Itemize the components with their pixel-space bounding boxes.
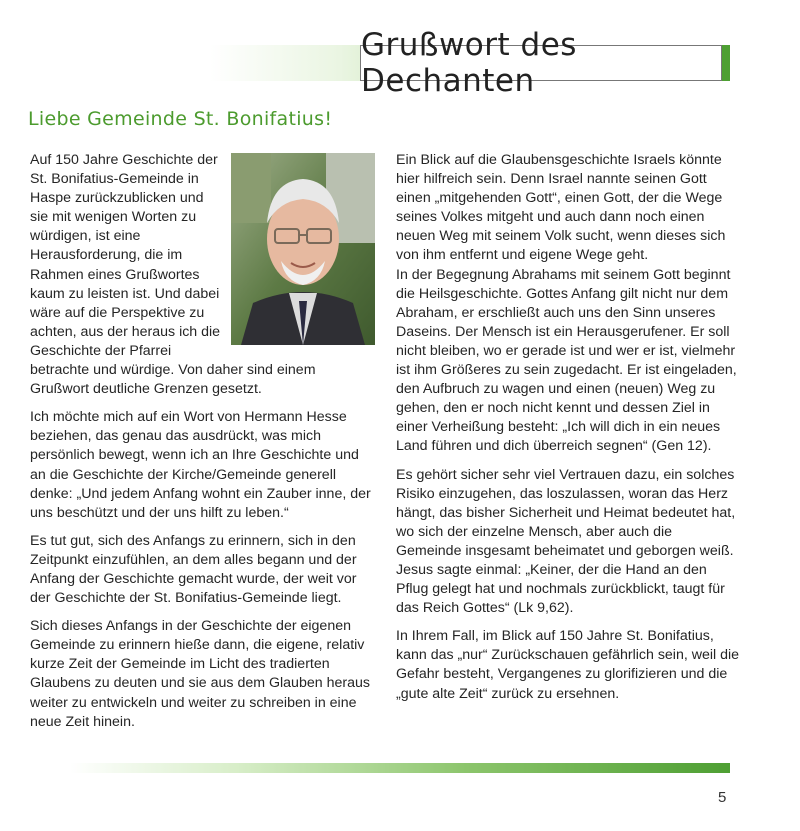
greeting-heading: Liebe Gemeinde St. Bonifatius! [28,108,333,130]
right-paragraph-5: In Ihrem Fall, im Blick auf 150 Jahre St. Bonifatius, kann das „nur“ Zurückschauen gefährlich sein, weil die Gefahr besteht, Vergangenes zu glorifizieren und die „gute alte Zeit“ zurück zu ersehnen. [396,628,740,702]
left-paragraph-2: Ich möchte mich auf ein Wort von Hermann Hesse beziehen, das genau das ausdrückt, was mich persönlich bewegt, wenn ich an Ihre Geschichte und an die Geschichte der Kirche/Gemeinde generell denke: „Und jedem Anfang wohnt ein Zauber inne, der uns beschützt und der uns hilft zu leben.“ [30,409,371,521]
right-column [396,151,741,713]
left-paragraph-3: Es tut gut, sich des Anfangs zu erinnern, sich in den Zeitpunkt einzufühlen, an dem alles begann und der Anfang der Geschichte gemacht wurde, der weit vor der Geschichte der St. Bonifatius-Gemeinde liegt. [30,532,357,607]
header-bar-cap [722,45,730,81]
footer-gradient-bar [70,763,730,773]
page-title: Grußwort des Dechanten [360,45,722,81]
left-paragraph-4: Sich dieses Anfangs in der Geschichte der eigenen Gemeinde zu erinnern hieße dann, die eigene, relativ kurze Zeit der Gemeinde im Licht des tradierten Glaubens zu deuten und sie aus dem Glauben heraus weiter zu entwickeln und weiter zu schreiben in eine neue Zeit hinein. [30,618,370,730]
page-number: 5 [718,789,727,806]
left-column [30,151,375,741]
dean-portrait-photo [231,153,375,345]
right-paragraph-4: Jesus sagte einmal: „Keiner, der die Hand an den Pflug gelegt hat und nochmals zurückblickt, taugt für das Reich Gottes“ (Lk 9,62). [396,561,725,617]
left-paragraph-1: Auf 150 Jahre Geschichte der St. Bonifatius-Gemeinde in Haspe zurückzublicken und sie mit wenigen Worten zu würdigen, ist eine Herausforderung, die im Rahmen eines Grußwortes kaum zu leisten ist. Und dabei wäre auf die Perspektive zu achten, aus der heraus ich die Geschichte der Pfarrei betrachte und würdige. Von daher sind einem Grußwort deutliche Grenzen gesetzt. [30,152,316,398]
right-paragraph-1: Ein Blick auf die Glaubensgeschichte Israels könnte hier hilfreich sein. Denn Israel nannte seinen Gott einen „mitgehenden Gott“, einen Gott, der die Wege seines Volkes mitgeht und auch dann noch einen neuen Weg mit seinem Volk sucht, wenn dieses sich von ihm entfernt und eigene Wege geht. [396,152,726,264]
right-paragraph-3: Es gehört sicher sehr viel Vertrauen dazu, ein solches Risiko einzugehen, das loszulassen, woran das Herz hängt, das bisher Sicherheit und Heimat bedeutet hat, wo sich der einzelne Mensch, aber auch die Gemeinde insgesamt beheimatet und geborgen weiß. [396,466,736,559]
right-paragraph-2: In der Begegnung Abrahams mit seinem Gott beginnt die Heilsgeschichte. Gottes Anfang gilt nicht nur dem Abraham, er erschließt auch uns den Sinn unseres Daseins. Der Mensch ist ein Herausgerufener. Er soll nicht bleiben, wo er gerade ist und wer er ist, vielmehr ist ihm Größeres zu sein zugedacht. Er ist eingeladen, den Aufbruch zu wagen und einen (neuen) Weg zu gehen, den er noch nicht kennt und dessen Ziel in einer Verheißung besteht: „Ich will dich in ein neues Land führen und dich überreich segnen“ (Gen 12). [396,266,737,455]
